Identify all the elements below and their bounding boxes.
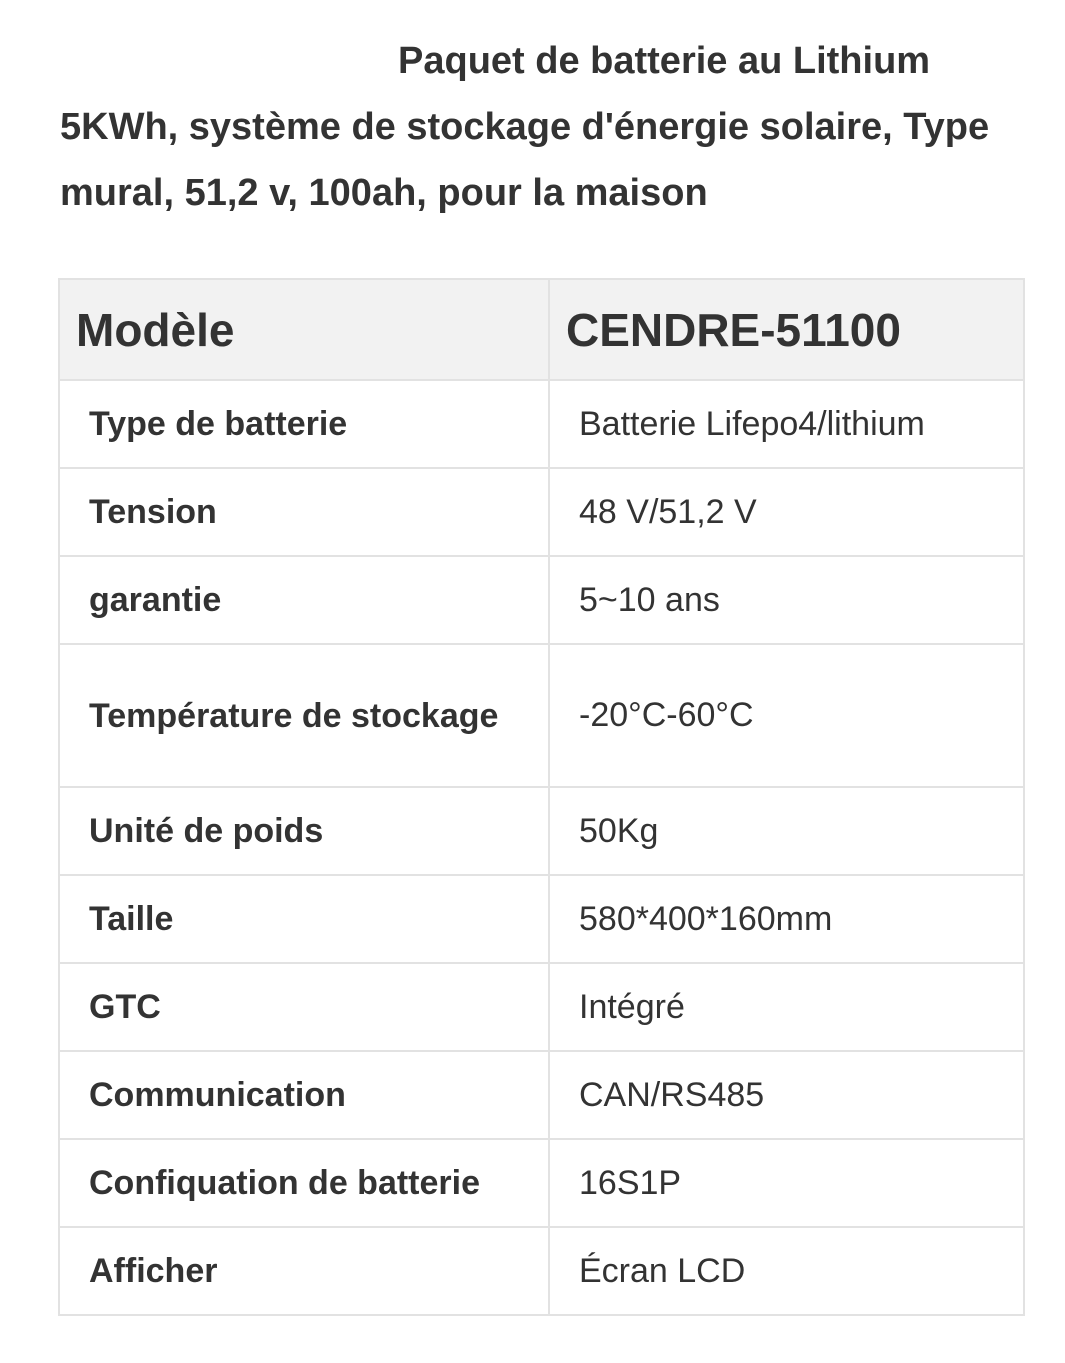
row-label: GTC — [59, 963, 549, 1051]
row-label: Communication — [59, 1051, 549, 1139]
header-label-cell: Modèle — [59, 279, 549, 380]
row-value: 48 V/51,2 V — [549, 468, 1024, 556]
row-label: garantie — [59, 556, 549, 644]
table-row — [59, 963, 1024, 1051]
product-title: Paquet de batterie au Lithium 5KWh, système de stockage d'énergie solaire, Type mural, 51,2 v, 100ah, pour la maison — [60, 40, 990, 214]
row-label: Tension — [59, 468, 549, 556]
row-value: Écran LCD — [549, 1227, 1024, 1315]
row-label: Afficher — [59, 1227, 549, 1315]
row-label: Taille — [59, 875, 549, 963]
table-row — [59, 875, 1024, 963]
table-row — [59, 787, 1024, 875]
row-value: -20°C-60°C — [549, 644, 1024, 787]
row-value: 50Kg — [549, 787, 1024, 875]
row-label: Confiquation de batterie — [59, 1139, 549, 1227]
table-row — [59, 1227, 1024, 1315]
table-row — [59, 556, 1024, 644]
row-value: 580*400*160mm — [549, 875, 1024, 963]
row-label: Unité de poids — [59, 787, 549, 875]
header-value-cell: CENDRE-51100 — [549, 279, 1024, 380]
table-row — [59, 1051, 1024, 1139]
row-value: Intégré — [549, 963, 1024, 1051]
table-row — [59, 1139, 1024, 1227]
row-value: 16S1P — [549, 1139, 1024, 1227]
spec-table — [58, 278, 1025, 1316]
table-row — [59, 644, 1024, 787]
table-header-row — [59, 279, 1024, 380]
row-label: Type de batterie — [59, 380, 549, 468]
table-row — [59, 468, 1024, 556]
row-value: 5~10 ans — [549, 556, 1024, 644]
row-value: Batterie Lifepo4/lithium — [549, 380, 1024, 468]
row-label: Température de stockage — [59, 644, 549, 787]
table-row — [59, 380, 1024, 468]
row-value: CAN/RS485 — [549, 1051, 1024, 1139]
